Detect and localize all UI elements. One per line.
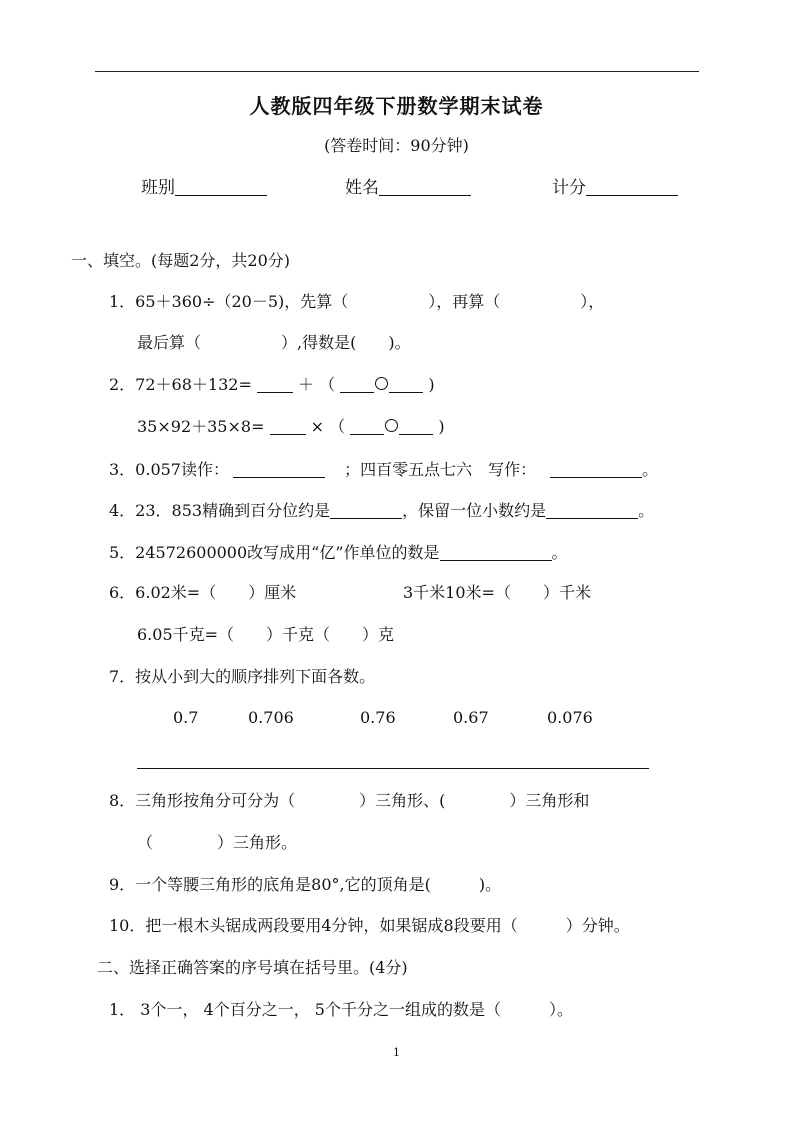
compare-circle-icon[interactable] [375, 377, 388, 390]
q7-answer-line[interactable] [137, 768, 649, 769]
q6-a: 6．6.02米=（ ）厘米 [109, 583, 297, 602]
header-rule [95, 71, 699, 72]
q2-a-close: ) [428, 375, 435, 394]
q4 [109, 500, 654, 521]
page-number: 1 [393, 1046, 400, 1059]
score-label: 计分 [552, 178, 586, 198]
q1-line2: 最后算（ ）,得数是( )。 [137, 333, 411, 352]
q2-b-blank3[interactable] [399, 416, 433, 435]
q5 [109, 542, 568, 563]
section2-heading: 二、选择正确答案的序号填在括号里。(4分) [97, 958, 408, 977]
q2-b-operator: × （ [310, 417, 346, 436]
q1-line1: 1．65＋360÷（20－5)，先算（ ），再算（ ）， [109, 292, 605, 311]
q7-number: 0.67 [453, 708, 489, 727]
class-label: 班别 [141, 178, 175, 198]
q5-text: 5．24572600000改写成用“亿”作单位的数是 [109, 543, 440, 562]
q2-line1 [109, 374, 435, 395]
q3-blank1[interactable] [233, 459, 325, 478]
q2-a-blank3[interactable] [389, 374, 423, 393]
q5-end: 。 [551, 543, 568, 562]
q7-number: 0.706 [248, 708, 294, 727]
q2-b-expression: 35×92＋35×8= [137, 417, 265, 436]
q6-b: 3千米10米=（ ）千米 [403, 583, 591, 602]
q2-a-expression: 2．72＋68＋132= [109, 375, 252, 394]
q2-b-close: ) [438, 417, 445, 436]
section2-q1: 1． 3个一， 4个百分之一， 5个千分之一组成的数是（ ）。 [109, 1000, 573, 1019]
q7-number: 0.7 [173, 708, 199, 727]
q8-line2: （ ）三角形。 [137, 833, 298, 852]
q2-b-blank1[interactable] [270, 416, 306, 435]
q6-c: 6.05千克=（ ）千克（ ）克 [137, 625, 395, 644]
q2-a-blank1[interactable] [257, 374, 293, 393]
q4-text-b: ，保留一位小数约是 [402, 501, 547, 520]
score-blank[interactable] [586, 177, 678, 196]
q2-line2 [137, 416, 445, 437]
q9: 9．一个等腰三角形的底角是80°,它的顶角是( )。 [109, 875, 502, 894]
name-blank[interactable] [379, 177, 471, 196]
class-blank[interactable] [175, 177, 267, 196]
q3-blank2[interactable] [550, 459, 642, 478]
q8-line1: 8．三角形按角分可分为（ ）三角形、( ）三角形和 [109, 791, 590, 810]
section1-heading: 一、填空。(每题2分，共20分) [71, 251, 291, 270]
q4-text-a: 4．23．853精确到百分位约是 [109, 501, 331, 520]
q3-end: 。 [642, 460, 659, 479]
q4-end: 。 [638, 501, 655, 520]
q7-number: 0.076 [547, 708, 593, 727]
q5-blank[interactable] [440, 542, 552, 561]
q2-b-blank2[interactable] [350, 416, 384, 435]
exam-time: (答卷时间：90分钟) [324, 136, 469, 155]
q3-text-a: 3．0.057读作： [109, 460, 229, 479]
score-field [552, 177, 678, 199]
name-field [345, 177, 471, 199]
compare-circle-icon[interactable] [385, 419, 398, 432]
q7-number: 0.76 [360, 708, 396, 727]
q4-blank1[interactable] [330, 500, 402, 519]
q3 [109, 459, 658, 480]
q2-a-operator: ＋ （ [298, 375, 336, 394]
q2-a-blank2[interactable] [340, 374, 374, 393]
page-title: 人教版四年级下册数学期末试卷 [249, 94, 544, 118]
name-label: 姓名 [345, 178, 379, 198]
q7: 7．按从小到大的顺序排列下面各数。 [109, 667, 376, 686]
q3-text-b: ；四百零五点七六 写作： [344, 460, 537, 479]
q4-blank2[interactable] [546, 500, 638, 519]
class-field [141, 177, 267, 199]
q10: 10．把一根木头锯成两段要用4分钟，如果锯成8段要用（ ）分钟。 [109, 916, 630, 935]
